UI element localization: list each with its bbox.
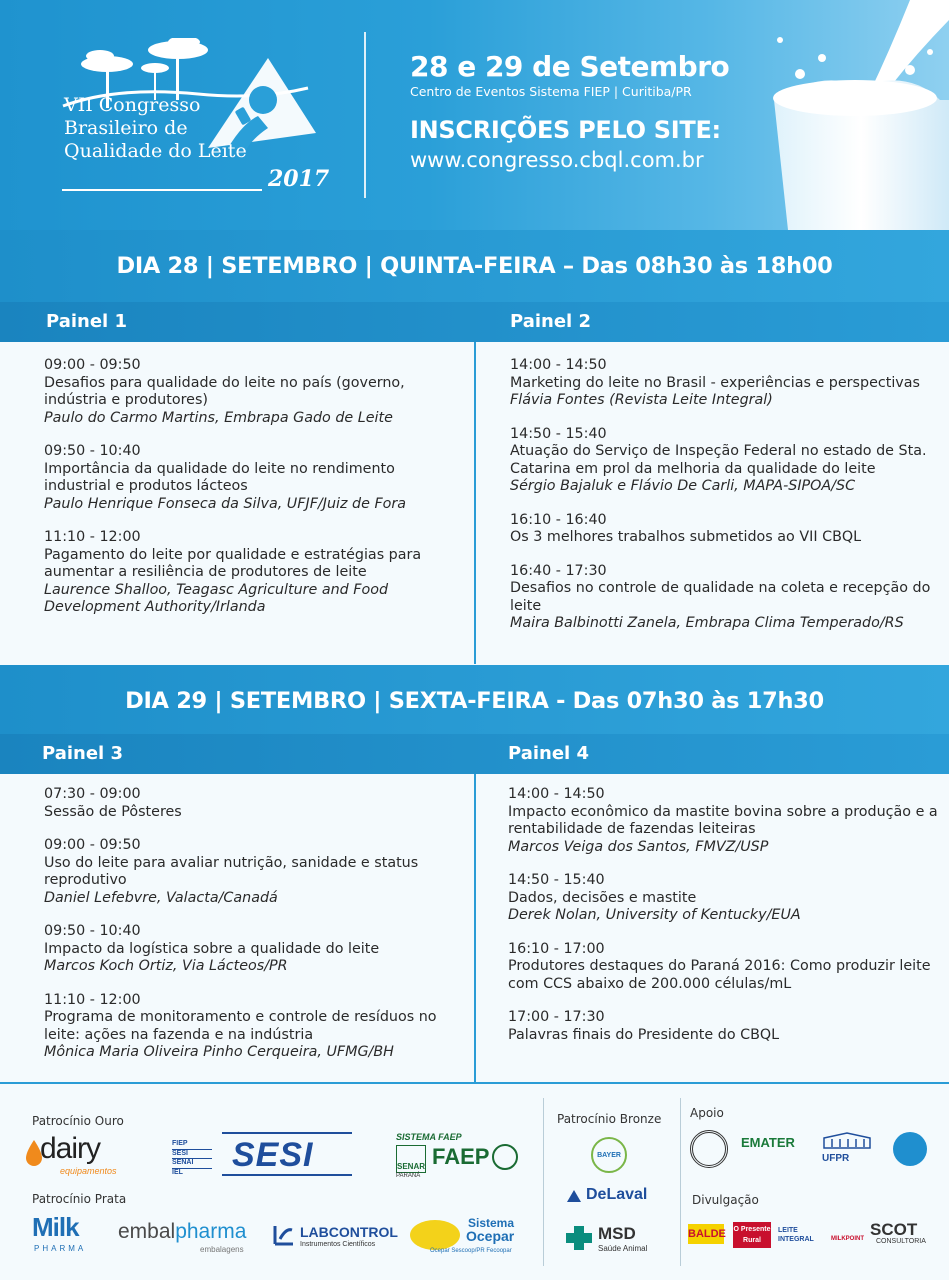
session-item: [510, 512, 940, 547]
session-title: Desafios no controle de qualidade na coleta e recepção do leite: [510, 580, 931, 614]
session-title: Dados, decisões e mastite: [508, 889, 697, 906]
session-title: Desafios para qualidade do leite no país (governo, indústria e produtores): [44, 374, 405, 408]
session-item: [510, 563, 940, 633]
session-title: Impacto econômico da mastite bovina sobre a produção e a rentabilidade de fazendas leiteiras: [508, 803, 938, 837]
session-time: 17:00 - 17:30: [508, 1009, 605, 1025]
session-speaker: Paulo do Carmo Martins, Embrapa Gado de Leite: [44, 409, 393, 426]
session-time: 16:40 - 17:30: [510, 562, 607, 579]
session-time: 14:50 - 15:40: [508, 872, 605, 888]
panel-4-title: Painel 4: [508, 743, 590, 764]
session-title: Importância da qualidade do leite no rendimento industrial e produtos lácteos: [44, 460, 395, 494]
header-banner: [0, 0, 949, 230]
session-item: [44, 837, 464, 907]
session-title: Os 3 melhores trabalhos submetidos ao VII CBQL: [510, 529, 862, 545]
session-title: Programa de monitoramento e controle de resíduos no leite: ações na fazenda e na indústria: [44, 1009, 437, 1043]
ocepar-logo: Sistema Ocepar Ocepar Sescoop/PR Fecoopar: [410, 1216, 522, 1256]
event-dates: 28 e 29 de Setembro: [410, 50, 730, 83]
balde-logo: BALDE: [688, 1224, 724, 1244]
milkpoint-logo: MILKPOINT: [831, 1236, 864, 1242]
session-item: [510, 426, 940, 496]
session-time: 11:10 - 12:00: [44, 529, 141, 545]
emater-logo: EMATER: [741, 1135, 795, 1150]
ufpr-logo: UFPR: [822, 1132, 876, 1166]
session-speaker: Mônica Maria Oliveira Pinho Cerqueira, UFMG/BH: [44, 1044, 394, 1060]
session-time: 14:00 - 14:50: [508, 786, 605, 802]
session-item: [508, 1009, 938, 1044]
bronze-sponsor-label: Patrocínio Bronze: [557, 1112, 662, 1126]
day1-panel-bar: [0, 302, 949, 342]
session-item: [508, 786, 938, 856]
session-item: [44, 923, 464, 976]
session-time: 09:50 - 10:40: [44, 443, 141, 459]
footer-separator: [680, 1098, 681, 1266]
session-time: 11:10 - 12:00: [44, 991, 141, 1008]
ufpr-building-icon: [822, 1132, 872, 1150]
session-speaker: Derek Nolan, University of Kentucky/EUA: [508, 907, 801, 923]
session-title: Marketing do leite no Brasil - experiências e perspectivas: [510, 374, 920, 391]
session-item: [508, 872, 938, 925]
congress-logo-title: VII Congresso Brasileiro de Qualidade do Leite: [64, 94, 247, 162]
session-speaker: Paulo Henrique Fonseca da Silva, UFJF/Juiz de Fora: [44, 495, 407, 512]
silver-sponsor-label: Patrocínio Prata: [32, 1192, 127, 1206]
session-time: 14:00 - 14:50: [510, 357, 607, 373]
embalpharma-logo: embalpharma embalagens: [118, 1220, 247, 1254]
session-time: 16:10 - 17:00: [508, 940, 605, 957]
session-item: [508, 941, 938, 994]
panel-3-title: Painel 3: [42, 743, 124, 764]
delaval-icon: [566, 1189, 582, 1203]
support-circle-icon: [893, 1132, 927, 1166]
dairy-logo: dairy equipamentos: [24, 1132, 134, 1178]
msd-icon: [566, 1226, 592, 1250]
labcontrol-logo: LABCONTROL Instrumentos Científicos: [272, 1222, 398, 1252]
panel-1-sessions: [44, 357, 464, 633]
sesi-logo: SESI: [222, 1132, 352, 1176]
session-title: Atuação do Serviço de Inspeção Federal no estado de Sta. Catarina em prol da melhoria da qualidade do leite: [510, 443, 927, 477]
session-time: 16:10 - 16:40: [510, 511, 607, 528]
day2-column-divider: [474, 774, 476, 1082]
scot-logo: SCOT CONSULTORIA: [870, 1220, 926, 1245]
delaval-logo: DeLaval: [566, 1186, 666, 1208]
session-title: Uso do leite para avaliar nutrição, sanidade e status reprodutivo: [44, 854, 419, 888]
session-item: [44, 443, 464, 513]
website-link[interactable]: www.congresso.cbql.com.br: [410, 148, 704, 172]
session-speaker: Flávia Fontes (Revista Leite Integral): [510, 392, 773, 408]
bayer-logo: BAYER: [591, 1137, 627, 1173]
day2-banner: DIA 29 | SETEMBRO | SEXTA-FEIRA - Das 07h30 às 17h30: [0, 665, 949, 737]
session-time: 09:50 - 10:40: [44, 923, 141, 939]
registration-heading: INSCRIÇÕES PELO SITE:: [410, 116, 721, 144]
session-speaker: Sérgio Bajaluk e Flávio De Carli, MAPA-SIPOA/SC: [510, 478, 856, 494]
session-title: Produtores destaques do Paraná 2016: Como produzir leite com CCS abaixo de 200.000 células/mL: [508, 958, 931, 992]
panel-2-sessions: [510, 357, 940, 649]
session-item: [44, 992, 464, 1062]
footer-separator: [543, 1098, 544, 1266]
day1-banner: DIA 28 | SETEMBRO | QUINTA-FEIRA – Das 08h30 às 18h00: [0, 230, 949, 302]
faep-logo: SISTEMA FAEP SENAR FAEP PARANÁ: [396, 1132, 520, 1180]
ocepar-icon: [410, 1220, 460, 1250]
session-title: Palavras finais do Presidente do CBQL: [508, 1026, 780, 1043]
session-speaker: Marcos Koch Ortiz, Via Lácteos/PR: [44, 958, 288, 974]
session-time: 09:00 - 09:50: [44, 837, 141, 853]
logo-underline: [62, 189, 262, 191]
session-speaker: Laurence Shalloo, Teagasc Agriculture and Food Development Authority/Irlanda: [44, 581, 389, 615]
milk-glass-icon: [760, 0, 949, 230]
panel-2-title: Painel 2: [510, 311, 592, 332]
session-item: [44, 357, 464, 427]
session-time: 09:00 - 09:50: [44, 357, 141, 373]
session-item: [510, 357, 940, 410]
panel-3-sessions: [44, 786, 464, 1078]
logo-year: 2017: [268, 166, 330, 192]
session-speaker: Daniel Lefebvre, Valacta/Canadá: [44, 889, 278, 906]
session-speaker: Maira Balbinotti Zanela, Embrapa Clima Temperado/RS: [510, 615, 904, 631]
session-item: [44, 529, 464, 617]
fiep-logo: FIEP SESI SENAI IEL: [172, 1140, 212, 1176]
educacao-rural-icon: [492, 1144, 518, 1170]
support-label: Apoio: [690, 1106, 724, 1120]
session-item: [44, 786, 464, 821]
session-title: Impacto da logística sobre a qualidade do leite: [44, 940, 380, 957]
gold-sponsor-label: Patrocínio Ouro: [32, 1114, 124, 1128]
header-divider: [364, 32, 366, 198]
msd-logo: MSD Saúde Animal: [566, 1224, 666, 1256]
labcontrol-icon: [272, 1224, 296, 1246]
session-title: Sessão de Pôsteres: [44, 803, 182, 820]
day1-column-divider: [474, 342, 476, 664]
session-time: 14:50 - 15:40: [510, 425, 607, 442]
day2-panel-bar: [0, 734, 949, 774]
footer-divider: [0, 1082, 949, 1084]
leite-integral-logo: LEITE INTEGRAL: [778, 1227, 814, 1243]
session-speaker: Marcos Veiga dos Santos, FMVZ/USP: [508, 838, 769, 855]
media-label: Divulgação: [692, 1193, 759, 1207]
presente-rural-logo: O Presente Rural: [733, 1222, 771, 1248]
event-venue: Centro de Eventos Sistema FIEP | Curitiba/PR: [410, 84, 692, 99]
session-title: Pagamento do leite por qualidade e estratégias para aumentar a resiliência de produtores de leite: [44, 546, 422, 580]
milk-pharma-logo: Milk PHARMA: [32, 1212, 87, 1253]
support-seal-icon: [690, 1130, 728, 1168]
panel-4-sessions: [508, 786, 938, 1060]
panel-1-title: Painel 1: [46, 311, 128, 332]
session-time: 07:30 - 09:00: [44, 786, 141, 802]
